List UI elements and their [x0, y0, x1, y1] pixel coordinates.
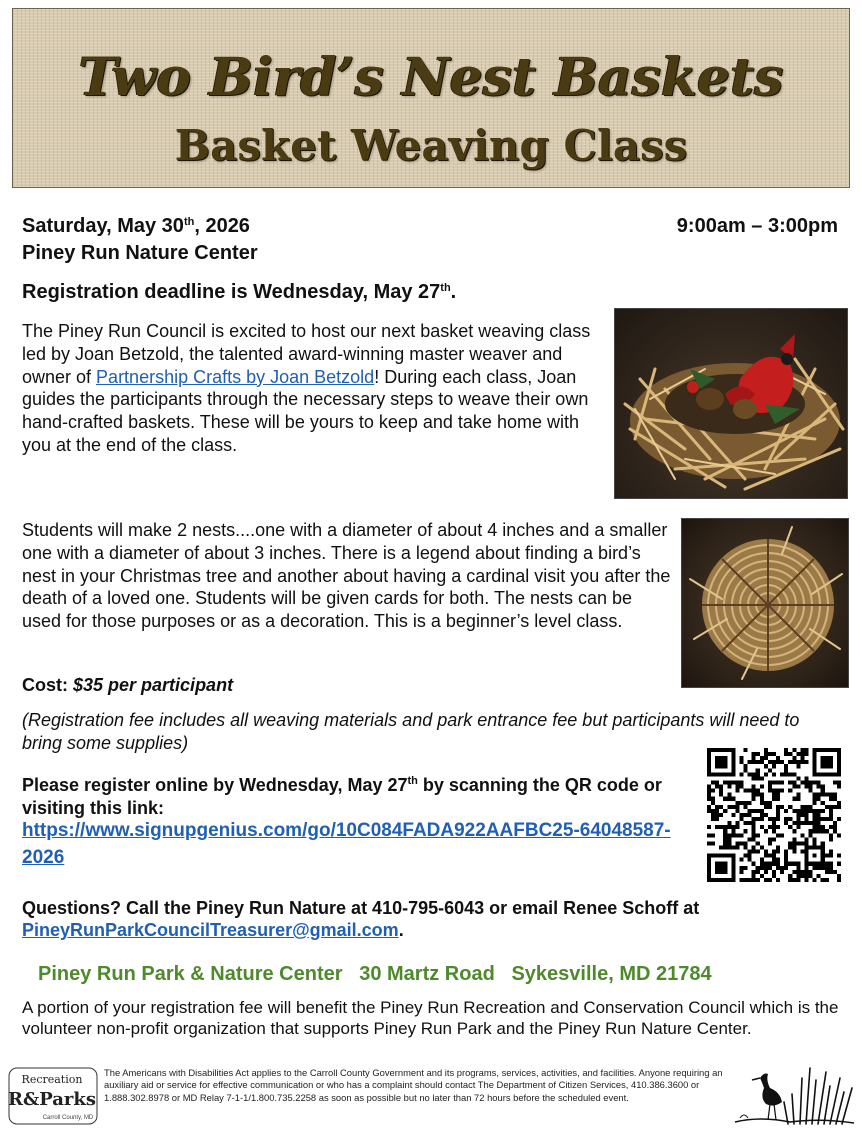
title-banner: [12, 8, 850, 188]
woven-nest-photo: [681, 518, 849, 688]
park-address: Piney Run Park & Nature Center 30 Martz Road Sykesville, MD 21784: [38, 963, 712, 985]
fee-note: (Registration fee includes all weaving materials and park entrance fee but participants will need to bring some supplies): [22, 710, 800, 753]
email-link[interactable]: PineyRunParkCouncilTreasurer@gmail.com: [22, 920, 399, 940]
intro-paragraph: The Piney Run Council is excited to host our next basket weaving class led by Joan Betzold, the talented award-winning master weaver and owner of Partnership Crafts by Joan Betzold! During each class, Joan guides the participants through the necessary steps to weave their own hand-crafted baskets. These will be yours to keep and take home with you at the end of the class.: [22, 321, 591, 455]
partnership-crafts-link[interactable]: Partnership Crafts by Joan Betzold: [96, 366, 375, 387]
registration-deadline: Registration deadline is Wednesday, May 27th.: [22, 281, 457, 303]
signup-link[interactable]: https://www.signupgenius.com/go/10C084FADA922AAFBC25-64048587-2026: [22, 820, 671, 868]
event-venue: Piney Run Nature Center: [22, 242, 258, 264]
cardinal-nest-photo: [614, 308, 848, 499]
details-paragraph: Students will make 2 nests....one with a diameter of about 4 inches and a smaller one with a diameter of about 3 inches. There is a legend about finding a bird’s nest in your Christmas tree and another about having a cardinal visit you after the death of a loved one. Students will be given cards for both. The nests can be used for those purposes or as a decoration. This is a beginner’s level class.: [22, 520, 671, 632]
banner-subtitle: Basket Weaving Class: [174, 121, 688, 170]
svg-text:R&Parks: R&Parks: [8, 1089, 97, 1110]
svg-text:Carroll County, MD: Carroll County, MD: [42, 1115, 94, 1121]
questions-text: Questions? Call the Piney Run Nature at 410-795-6043 or email Renee Schoff at PineyRunParkCouncilTreasurer@gmail.com.: [22, 898, 700, 940]
event-date: Saturday, May 30th, 2026: [22, 215, 250, 237]
banner-title: Two Bird’s Nest Baskets: [78, 47, 784, 108]
cost: Cost: $35 per participant: [22, 675, 234, 695]
svg-text:Recreation: Recreation: [21, 1073, 83, 1086]
event-time: 9:00am – 3:00pm: [676, 215, 838, 237]
register-instructions: Please register online by Wednesday, May 27th by scanning the QR code or visiting this link:: [22, 775, 662, 818]
benefit-text: A portion of your registration fee will benefit the Piney Run Recreation and Conservation Council which is the volunteer non-profit organization that supports Piney Run Park and the Piney Run Nature Center.: [22, 998, 839, 1038]
ada-notice: The Americans with Disabilities Act applies to the Carroll County Government and its programs, services, activities, and facilities. Anyone requiring an auxiliary aid or service for effective communication or who has a complaint should contact The Department of Citizen Services, 410.386.3600 or 1.888.302.8978 or MD Relay 7-1-1/1.800.735.2258 as soon as possible but no later than 72 hours before the scheduled event.: [104, 1067, 723, 1103]
recreation-parks-logo: [8, 1067, 98, 1125]
heron-icon: [730, 1058, 855, 1126]
qr-code[interactable]: [707, 748, 841, 882]
